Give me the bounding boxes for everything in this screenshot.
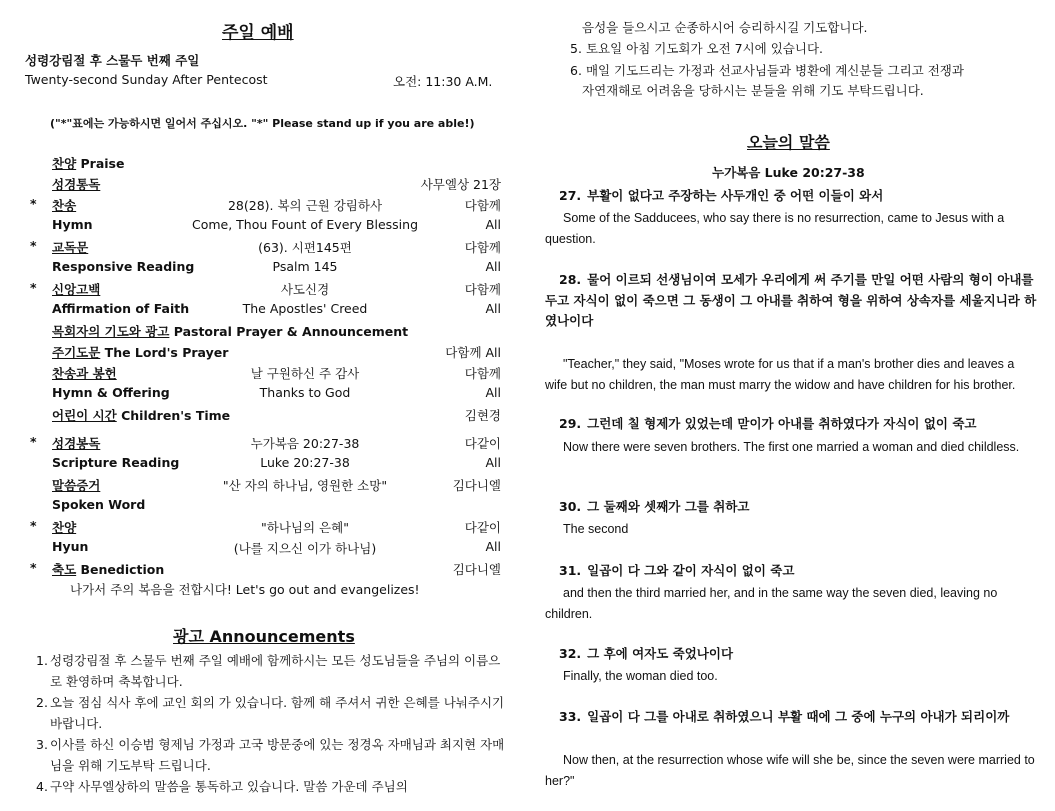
standing-marker: * — [30, 434, 37, 449]
order-item — [0, 406, 530, 426]
order-item-label: Hymn — [52, 217, 93, 232]
announcement-number: 1. — [36, 653, 48, 668]
verse-korean — [545, 414, 1040, 435]
verse-english: and then the third married her, and in the same way the seven died, leaving no children. — [545, 586, 998, 621]
announcement-number: 5. — [570, 41, 582, 56]
order-item-title: Thanks to God — [259, 385, 351, 400]
announcement-text: 이사를 하신 이승범 형제님 가정과 고국 방문중에 있는 정경옥 자매님과 최지현 자매님을 위해 기도부탁 드립니다. — [50, 737, 505, 773]
announcement-item — [36, 650, 506, 692]
order-item-label: Responsive Reading — [52, 259, 195, 274]
order-item-leader: All — [485, 455, 501, 470]
announcement-text: 구약 사무엘상하의 말씀을 통독하고 있습니다. 말씀 가운데 주님의 — [50, 779, 408, 794]
verse-korean — [545, 644, 1040, 665]
subtitle-korean: 성령강림절 후 스물두 번째 주일 — [25, 53, 200, 68]
order-item — [0, 518, 530, 538]
order-item-label: Affirmation of Faith — [52, 301, 190, 316]
verse-english: Now then, at the resurrection whose wife will she be, since the seven were married to her?" — [545, 753, 1035, 788]
closing-message: 나가서 주의 복음을 전합시다! Let's go out and evangelizes! — [70, 582, 420, 597]
verse-english: Finally, the woman died too. — [563, 669, 718, 683]
order-item — [0, 196, 530, 216]
todays-word-title: 오늘의 말씀 — [747, 133, 830, 152]
order-item-korean: 신앙고백 — [52, 282, 101, 297]
announcement-number: 2. — [36, 695, 48, 710]
order-item — [0, 497, 530, 517]
order-item-label — [52, 364, 117, 382]
order-item — [0, 259, 530, 279]
verse-english: The second — [563, 522, 629, 536]
order-item-label — [52, 238, 88, 256]
order-item-label: Hymn & Offering — [52, 385, 170, 400]
order-item-leader: All — [485, 217, 501, 232]
order-item — [0, 301, 530, 321]
verse-korean-text: 부활이 없다고 주장하는 사두개인 중 어떤 이들이 와서 — [587, 188, 884, 203]
order-item — [0, 175, 530, 195]
order-item-leader: 사무엘상 21장 — [420, 177, 501, 192]
announcement-number: 4. — [36, 779, 48, 794]
announcements-title: 광고 Announcements — [173, 627, 355, 646]
verse-korean — [545, 186, 1040, 207]
announcement-text: 토요일 아침 기도회가 오전 7시에 있습니다. — [585, 41, 824, 56]
order-item — [0, 280, 530, 300]
order-item-leader: 다함께 All — [445, 345, 501, 360]
worship-title: 주일 예배 — [222, 23, 294, 43]
subtitle-english: Twenty-second Sunday After Pentecost — [25, 72, 268, 87]
announcement-text: 음성을 들으시고 순종하시어 승리하시길 기도합니다. — [582, 20, 868, 35]
order-item-label: 주기도문 The Lord's Prayer — [52, 345, 229, 360]
order-item-korean: 찬양 — [52, 520, 77, 535]
verse-english: Now there were seven brothers. The first one married a woman and died childless. — [563, 440, 1020, 454]
order-item-korean: 말씀증거 — [52, 478, 101, 493]
order-item-leader: All — [485, 301, 501, 316]
order-item-title: "하나님의 은혜" — [261, 520, 349, 535]
order-item-label — [52, 476, 100, 494]
announcement-continued-line — [570, 39, 823, 57]
verse-number: 33. — [559, 709, 582, 724]
verse-number: 27. — [559, 188, 582, 203]
verse-korean-text: 일곱이 다 그와 같이 자식이 없이 죽고 — [587, 563, 795, 578]
order-item-title: The Apostles' Creed — [242, 301, 368, 316]
order-item-title: 28(28). 복의 근원 강림하사 — [227, 198, 383, 213]
verse-korean — [545, 270, 1040, 332]
verse-korean — [545, 707, 1040, 728]
announcement-text: 성령강림절 후 스물두 번째 주일 예배에 함께하시는 모든 성도님들을 주님의 이름으로 환영하며 축복합니다. — [50, 653, 501, 689]
announcement-item — [36, 692, 506, 734]
verse-number: 28. — [559, 272, 582, 287]
order-item-korean: 주기도문 — [52, 345, 101, 360]
passage-reference: 누가복음 Luke 20:27-38 — [712, 165, 865, 180]
order-item-leader: All — [485, 259, 501, 274]
service-time: 오전: 11:30 A.M. — [393, 74, 493, 89]
announcement-number: 6. — [570, 63, 582, 78]
order-item-leader: 김다니엘 — [452, 562, 501, 577]
verse-number: 32. — [559, 646, 582, 661]
order-item-leader: 김현경 — [464, 408, 501, 423]
order-item-leader: 다같이 — [464, 436, 501, 451]
order-item-leader: 다함께 — [464, 282, 501, 297]
standing-marker: * — [30, 238, 37, 253]
order-item-leader: 다함께 — [464, 240, 501, 255]
order-item-korean: 목회자의 기도와 광고 — [52, 324, 170, 339]
order-item — [0, 217, 530, 237]
announcement-continued-line — [582, 18, 868, 36]
verse-number: 29. — [559, 416, 582, 431]
verse-korean-text: 물어 이르되 선생님이여 모세가 우리에게 써 주기를 만일 어떤 사람의 형이 아내를 두고 자식이 없이 죽으면 그 동생이 그 아내를 취하여 형을 위하여 상속자를 세울지니라 하였나이다 — [545, 272, 1037, 328]
order-item-title: Psalm 145 — [272, 259, 338, 274]
order-item — [0, 455, 530, 475]
order-item-label — [52, 175, 100, 193]
order-item — [0, 343, 530, 363]
order-item — [0, 560, 530, 580]
order-item-leader: 김다니엘 — [452, 478, 501, 493]
order-item-leader: All — [485, 539, 501, 554]
order-item — [0, 385, 530, 405]
verse-korean-text: 그 후에 여자도 죽었나이다 — [587, 646, 734, 661]
order-item-label — [52, 434, 100, 452]
standing-marker: * — [30, 518, 37, 533]
order-item — [0, 238, 530, 258]
order-item-label: 목회자의 기도와 광고 Pastoral Prayer & Announcement — [52, 324, 409, 339]
order-item-label — [52, 196, 76, 214]
verse-number: 31. — [559, 563, 582, 578]
order-item-label: 찬양 Praise — [52, 156, 125, 171]
order-item-title: (63). 시편145편 — [258, 240, 352, 255]
order-item-korean: 어린이 시간 — [52, 408, 117, 423]
verse-korean-text: 그런데 칠 형제가 있었는데 맏이가 아내를 취하였다가 자식이 없이 죽고 — [587, 416, 977, 431]
verse-korean — [545, 497, 1040, 518]
order-item-leader: 다함께 — [464, 366, 501, 381]
announcement-continued-line — [570, 61, 964, 79]
order-item-leader: 다같이 — [464, 520, 501, 535]
order-item-korean: 성경통독 — [52, 177, 101, 192]
order-item — [0, 434, 530, 454]
order-item-leader: 다함께 — [464, 198, 501, 213]
verse-english: Some of the Sadducees, who say there is no resurrection, came to Jesus with a question. — [545, 211, 1005, 246]
standing-note: ("*"표에는 가능하시면 일어서 주십시오. "*" Please stand up if you are able!) — [50, 117, 475, 130]
announcement-item — [36, 776, 506, 797]
announcement-number: 3. — [36, 737, 48, 752]
order-item-title: Luke 20:27-38 — [260, 455, 350, 470]
order-item-label — [52, 518, 76, 536]
order-item-korean: 찬양 — [52, 156, 77, 171]
announcement-text: 오늘 점심 식사 후에 교인 회의 가 있습니다. 함께 해 주셔서 귀한 은혜를 나눠주시기 바랍니다. — [50, 695, 505, 731]
verse-korean-text: 그 둘째와 셋째가 그를 취하고 — [587, 499, 750, 514]
announcement-text: 자연재해로 어려움을 당하시는 분들을 위해 기도 부탁드립니다. — [582, 83, 924, 98]
order-item-korean: 찬송과 봉헌 — [52, 366, 117, 381]
verse-number: 30. — [559, 499, 582, 514]
order-item — [0, 476, 530, 496]
order-item-title: 날 구원하신 주 감사 — [250, 366, 360, 381]
order-item-label: Hyun — [52, 539, 89, 554]
order-item-korean: 찬송 — [52, 198, 77, 213]
order-item-label: 어린이 시간 Children's Time — [52, 408, 231, 423]
order-item-korean: 성경봉독 — [52, 436, 101, 451]
order-item — [0, 322, 530, 342]
standing-marker: * — [30, 196, 37, 211]
standing-marker: * — [30, 280, 37, 295]
order-item-title: Come, Thou Fount of Every Blessing — [191, 217, 418, 232]
order-item — [0, 364, 530, 384]
announcement-text: 매일 기도드리는 가정과 선교사님들과 병환에 계신분들 그리고 전쟁과 — [585, 63, 964, 78]
verse-korean-text: 일곱이 다 그를 아내로 취하였으니 부활 때에 그 중에 누구의 아내가 되리이까 — [587, 709, 1010, 724]
order-item-title: 누가복음 20:27-38 — [250, 436, 360, 451]
announcement-item — [36, 734, 506, 776]
order-item-title: 사도신경 — [280, 282, 330, 297]
order-item-leader: All — [485, 385, 501, 400]
standing-marker: * — [30, 560, 37, 575]
order-item-title: "산 자의 하나님, 영원한 소망" — [222, 478, 388, 493]
order-item — [0, 539, 530, 559]
order-item — [0, 154, 530, 174]
order-item-label: Scripture Reading — [52, 455, 180, 470]
announcement-continued-line — [582, 81, 924, 99]
order-item-korean: 교독문 — [52, 240, 89, 255]
order-item-label: Spoken Word — [52, 497, 146, 512]
order-item-title: (나를 지으신 이가 하나님) — [233, 541, 377, 556]
order-item-korean: 축도 — [52, 562, 77, 577]
order-item-label: 축도 Benediction — [52, 562, 165, 577]
order-item-label — [52, 280, 100, 298]
verse-korean — [545, 561, 1040, 582]
verse-english: "Teacher," they said, "Moses wrote for us that if a man's brother dies and leaves a wife but no children, the man must marry the widow and have children for his brother. — [545, 357, 1016, 392]
